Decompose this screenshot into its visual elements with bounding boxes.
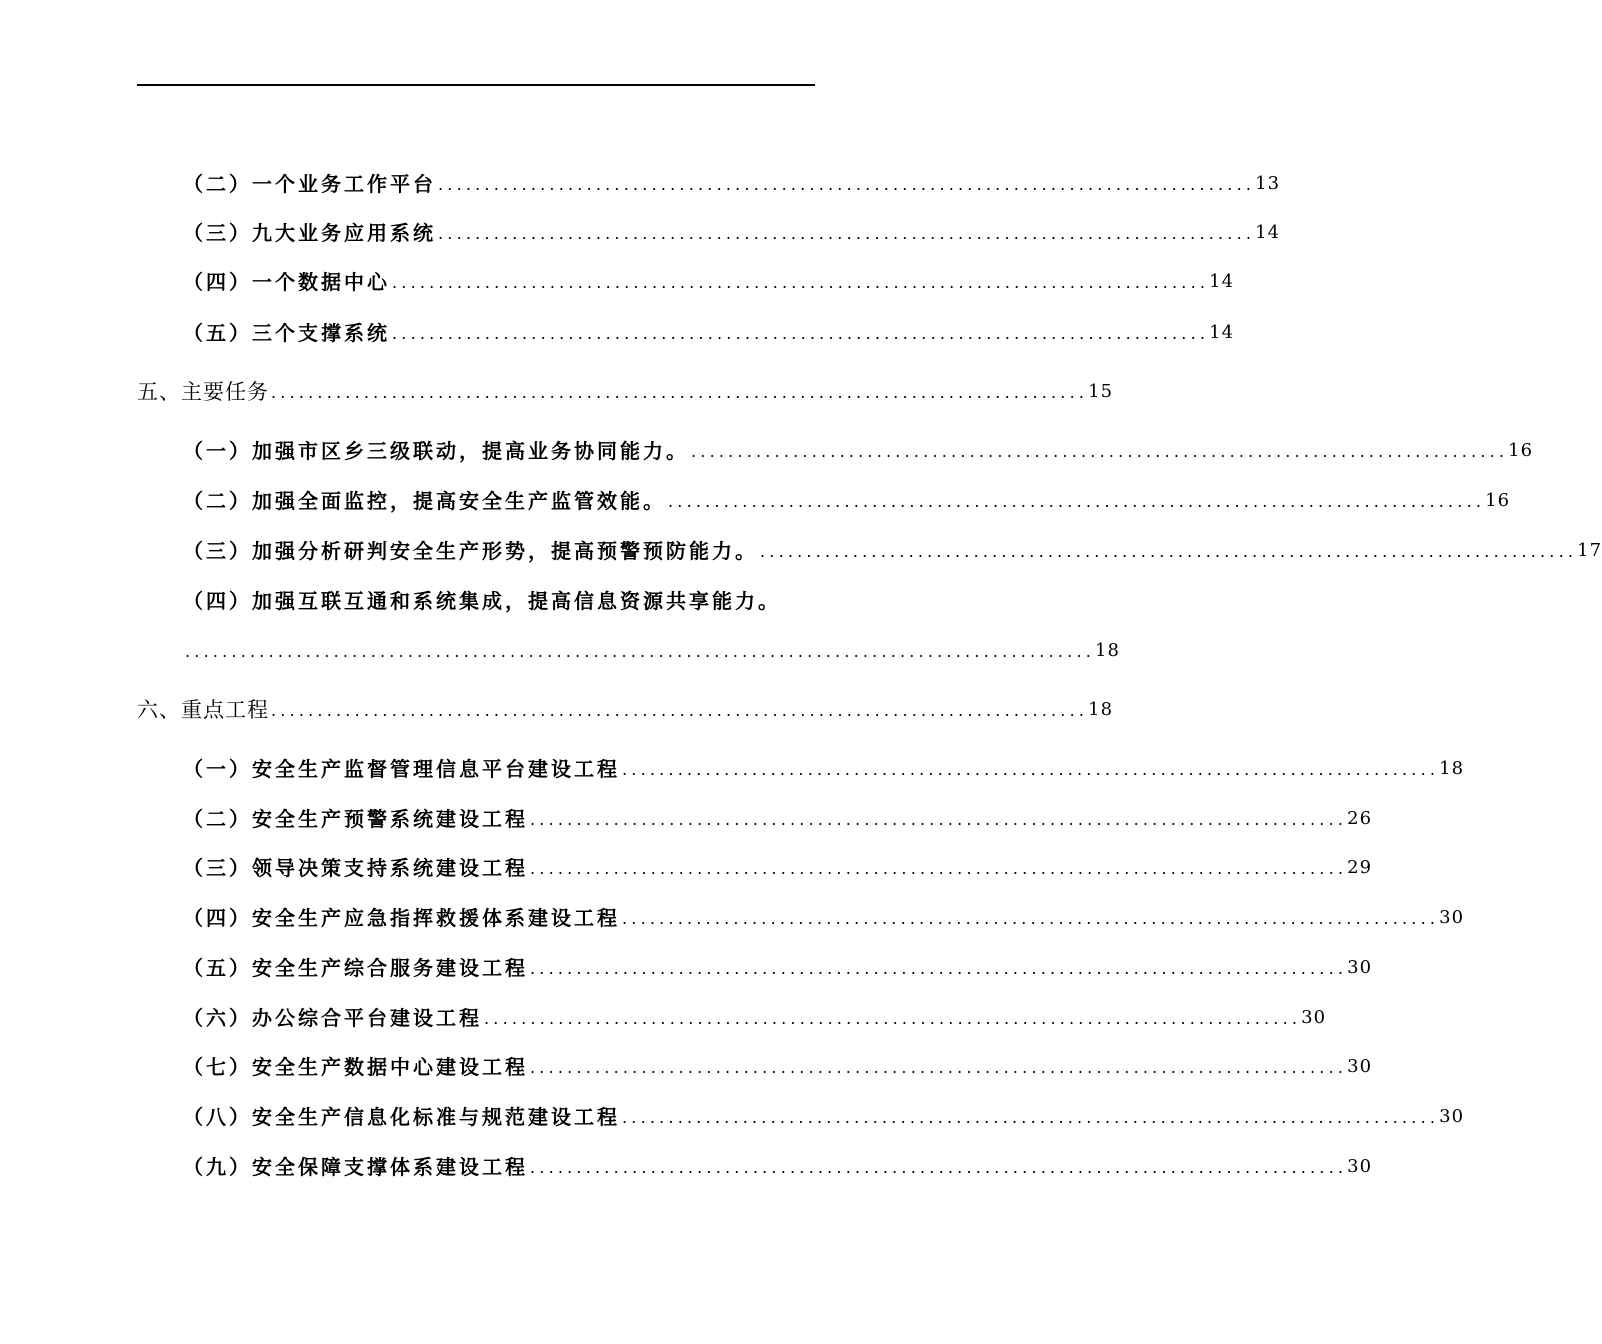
toc-entry[interactable]	[183, 213, 1281, 247]
toc-entry[interactable]	[183, 998, 1327, 1032]
toc-entry[interactable]	[183, 164, 1281, 198]
toc-leader-dots: ........................................................................................	[622, 760, 1440, 779]
toc-entry-title: （四）安全生产应急指挥救援体系建设工程	[183, 906, 620, 930]
toc-entry-title: （二）安全生产预警系统建设工程	[183, 807, 528, 831]
toc-page-number: 18	[1088, 699, 1114, 720]
toc-entry[interactable]	[183, 1147, 1373, 1181]
toc-page-number: 30	[1347, 1156, 1373, 1177]
toc-page-number: 18	[1439, 758, 1465, 779]
toc-entry-title: （八）安全生产信息化标准与规范建设工程	[183, 1105, 620, 1129]
toc-entry[interactable]	[183, 749, 1465, 783]
toc-leader-dots: ........................................................................................	[691, 442, 1509, 461]
toc-entry[interactable]	[183, 262, 1235, 296]
toc-entry[interactable]	[183, 313, 1235, 347]
toc-page-number: 30	[1301, 1007, 1327, 1028]
toc-leader-dots: ........................................................................................	[530, 859, 1348, 878]
toc-section-entry[interactable]	[137, 690, 1114, 724]
toc-entry-title: （一）加强市区乡三级联动，提高业务协同能力。	[183, 439, 689, 463]
toc-entry-continuation	[183, 631, 1120, 665]
toc-entry-title: （三）九大业务应用系统	[183, 221, 436, 245]
toc-entry[interactable]	[183, 1047, 1373, 1081]
toc-leader-dots: ........................................................................................	[392, 273, 1210, 292]
toc-leader-dots: ........................................................................................	[622, 1108, 1440, 1127]
toc-page-number: 26	[1347, 808, 1373, 829]
toc-page-number: 17	[1577, 540, 1602, 561]
toc-entry[interactable]	[183, 581, 825, 615]
toc-page-number: 30	[1439, 907, 1465, 928]
toc-entry-title: （一）安全生产监督管理信息平台建设工程	[183, 757, 620, 781]
toc-page-number: 18	[1095, 640, 1120, 661]
toc-page-number: 16	[1485, 490, 1511, 511]
toc-leader-dots: ........................................................................................	[438, 224, 1256, 243]
toc-entry[interactable]	[183, 799, 1373, 833]
toc-entry-title: 六、重点工程	[137, 698, 269, 722]
toc-leader-dots: ..................................................................................................	[185, 642, 1096, 661]
toc-entry-title: （五）三个支撑系统	[183, 321, 390, 345]
toc-leader-dots: ........................................................................................	[622, 909, 1440, 928]
toc-leader-dots: ........................................................................................	[438, 175, 1256, 194]
toc-entry-title: （九）安全保障支撑体系建设工程	[183, 1155, 528, 1179]
toc-page-number: 16	[1508, 440, 1534, 461]
toc-entry[interactable]	[183, 431, 1534, 465]
toc-page-number: 14	[1255, 222, 1281, 243]
toc-page-number: 30	[1347, 957, 1373, 978]
toc-entry-title: 五、主要任务	[137, 380, 269, 404]
toc-entry[interactable]	[183, 481, 1511, 515]
toc-entry-title: （七）安全生产数据中心建设工程	[183, 1055, 528, 1079]
toc-leader-dots: ........................................................................................	[392, 324, 1210, 343]
toc-leader-dots: ........................................................................................	[271, 383, 1089, 402]
toc-page-number: 30	[1347, 1056, 1373, 1077]
toc-leader-dots: ........................................................................................	[484, 1009, 1302, 1028]
toc-page-number: 15	[1088, 381, 1114, 402]
toc-leader-dots: ........................................................................................	[530, 810, 1348, 829]
toc-page-number: 14	[1209, 322, 1235, 343]
toc-entry[interactable]	[183, 531, 1602, 565]
toc-page-number: 14	[1209, 271, 1235, 292]
toc-entry[interactable]	[183, 898, 1465, 932]
toc-leader-dots: ........................................................................................	[530, 1158, 1348, 1177]
toc-entry-title: （四）加强互联互通和系统集成，提高信息资源共享能力。	[183, 589, 781, 613]
toc-leader-dots: ........................................................................................	[530, 1058, 1348, 1077]
toc-entry-title: （四）一个数据中心	[183, 270, 390, 294]
toc-leader-dots: ........................................................................................	[668, 492, 1486, 511]
toc-entry-title: （二）加强全面监控，提高安全生产监管效能。	[183, 489, 666, 513]
toc-entry-title: （五）安全生产综合服务建设工程	[183, 956, 528, 980]
toc-entry[interactable]	[183, 948, 1373, 982]
toc-leader-dots: ........................................................................................	[530, 959, 1348, 978]
toc-page-number: 13	[1255, 173, 1281, 194]
toc-leader-dots: ........................................................................................	[271, 701, 1089, 720]
toc-entry[interactable]	[183, 848, 1373, 882]
toc-page-number: 29	[1347, 857, 1373, 878]
toc-entry[interactable]	[183, 1097, 1465, 1131]
toc-entry-title: （三）加强分析研判安全生产形势，提高预警预防能力。	[183, 539, 758, 563]
toc-entry-title: （二）一个业务工作平台	[183, 172, 436, 196]
toc-entry-title: （三）领导决策支持系统建设工程	[183, 856, 528, 880]
toc-leader-dots: ........................................................................................	[760, 542, 1578, 561]
toc-section-entry[interactable]	[137, 372, 1114, 406]
toc-page-number: 30	[1439, 1106, 1465, 1127]
toc-entry-title: （六）办公综合平台建设工程	[183, 1006, 482, 1030]
